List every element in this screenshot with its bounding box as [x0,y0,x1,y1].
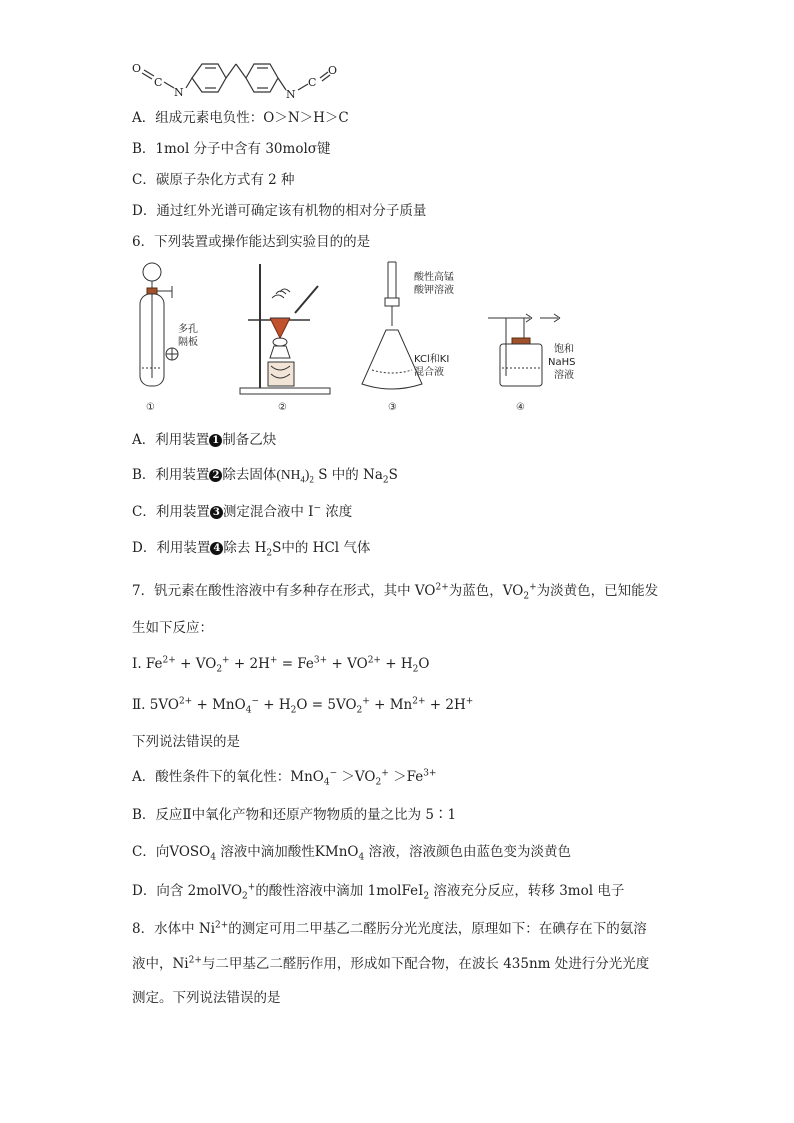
label-sat: 饱和 [554,344,574,355]
number-2: ② [278,402,287,413]
number-3: ③ [388,402,397,413]
q7-stem-1: 7．钒元素在酸性溶液中有多种存在形式，其中 $VO^{2+}$为蓝色，$VO_2^+$为淡黄色，已知能发 [132,582,659,602]
q7-stem-2: 生如下反应： [132,620,213,636]
circle-4: 4 [210,542,223,555]
q6-stem: 6．下列装置或操作能达到实验目的的是 [132,234,371,250]
label-mix-2: 混合液 [414,367,444,378]
q5-option-b: B．1mol 分子中含有 30molσ键 [132,141,331,157]
q6-option-a: A．利用装置 1 制备乙炔 [132,432,277,448]
q7-option-b: B．反应Ⅱ中氧化产物和还原产物物质的量之比为 5∶1 [132,807,457,823]
q7-option-c: C．向$VOSO_4$ 溶液中滴加酸性KMnO$_4$ 溶液，溶液颜色由蓝色变为淡黄色 [132,844,571,863]
q7-question: 下列说法错误的是 [132,734,240,750]
q7-reaction-1: Ⅰ. $Fe^{2+} + VO_2^+ + 2H^+ = Fe^{3+} + VO^{2+} + H_2O$ [132,655,430,675]
label-nahs: NaHS [548,357,576,368]
circle-3: 3 [210,506,223,519]
q8-line-2: 液中，$Ni^{2+}$与二甲基乙二醛肟作用，形成如下配合物，在波长 435nm 处进行分光光度 [132,955,650,972]
q5-option-c: C．碳原子杂化方式有 2 种 [132,172,295,188]
q8-line-3: 测定。下列说法错误的是 [132,990,281,1006]
atom-c1: C [154,76,163,89]
label-porous: 多孔 [178,324,198,335]
atom-c2: C [308,76,317,89]
q5-option-d: D．通过红外光谱可确定该有机物的相对分子质量 [132,203,427,219]
number-1: ① [146,402,155,413]
apparatus-figure [130,258,576,418]
number-4: ④ [516,402,525,413]
molecule-structure [130,50,340,102]
q6-option-d: D．利用装置 4 除去 $H_2S$中的 HCl 气体 [132,540,371,559]
label-kmno4-2: 酸钾溶液 [414,285,454,296]
label-plate: 隔板 [178,337,198,348]
q7-reaction-2: Ⅱ. $5VO^{2+} + MnO_4^- + H_2O = 5VO_2^+ + Mn^{2+} + 2H^+$ [132,696,474,716]
atom-n1: N [174,86,184,99]
atom-o1: O [132,62,142,75]
atom-o2: O [328,64,338,77]
label-sol: 溶液 [554,370,574,381]
label-mix-1: KCl和KI [414,354,450,365]
q5-option-a: A．组成元素电负性：O＞N＞H＞C [132,110,349,126]
q7-option-a: A．酸性条件下的氧化性：$MnO_4^- >VO_2^+ >Fe^{3+}$ [132,768,437,788]
label-kmno4-1: 酸性高锰 [414,272,454,283]
circle-1: 1 [209,434,222,447]
q6-option-c: C．利用装置 3 测定混合液中 I− 浓度 [132,503,353,520]
q7-option-d: D．向含 2molVO$_2$+的酸性溶液中滴加 1molFeI$_2$ 溶液充分反应，转移 3mol 电子 [132,882,625,902]
q6-option-b: B．利用装置 2 除去固体$(NH_4)_2$ S 中的 $Na_2S$ [132,467,398,486]
q8-line-1: 8．水体中 $Ni^{2+}$的测定可用二甲基乙二醛肟分光光度法，原理如下：在碘存在下的氨溶 [132,920,647,937]
atom-n2: N [286,88,296,101]
circle-2: 2 [209,469,222,482]
